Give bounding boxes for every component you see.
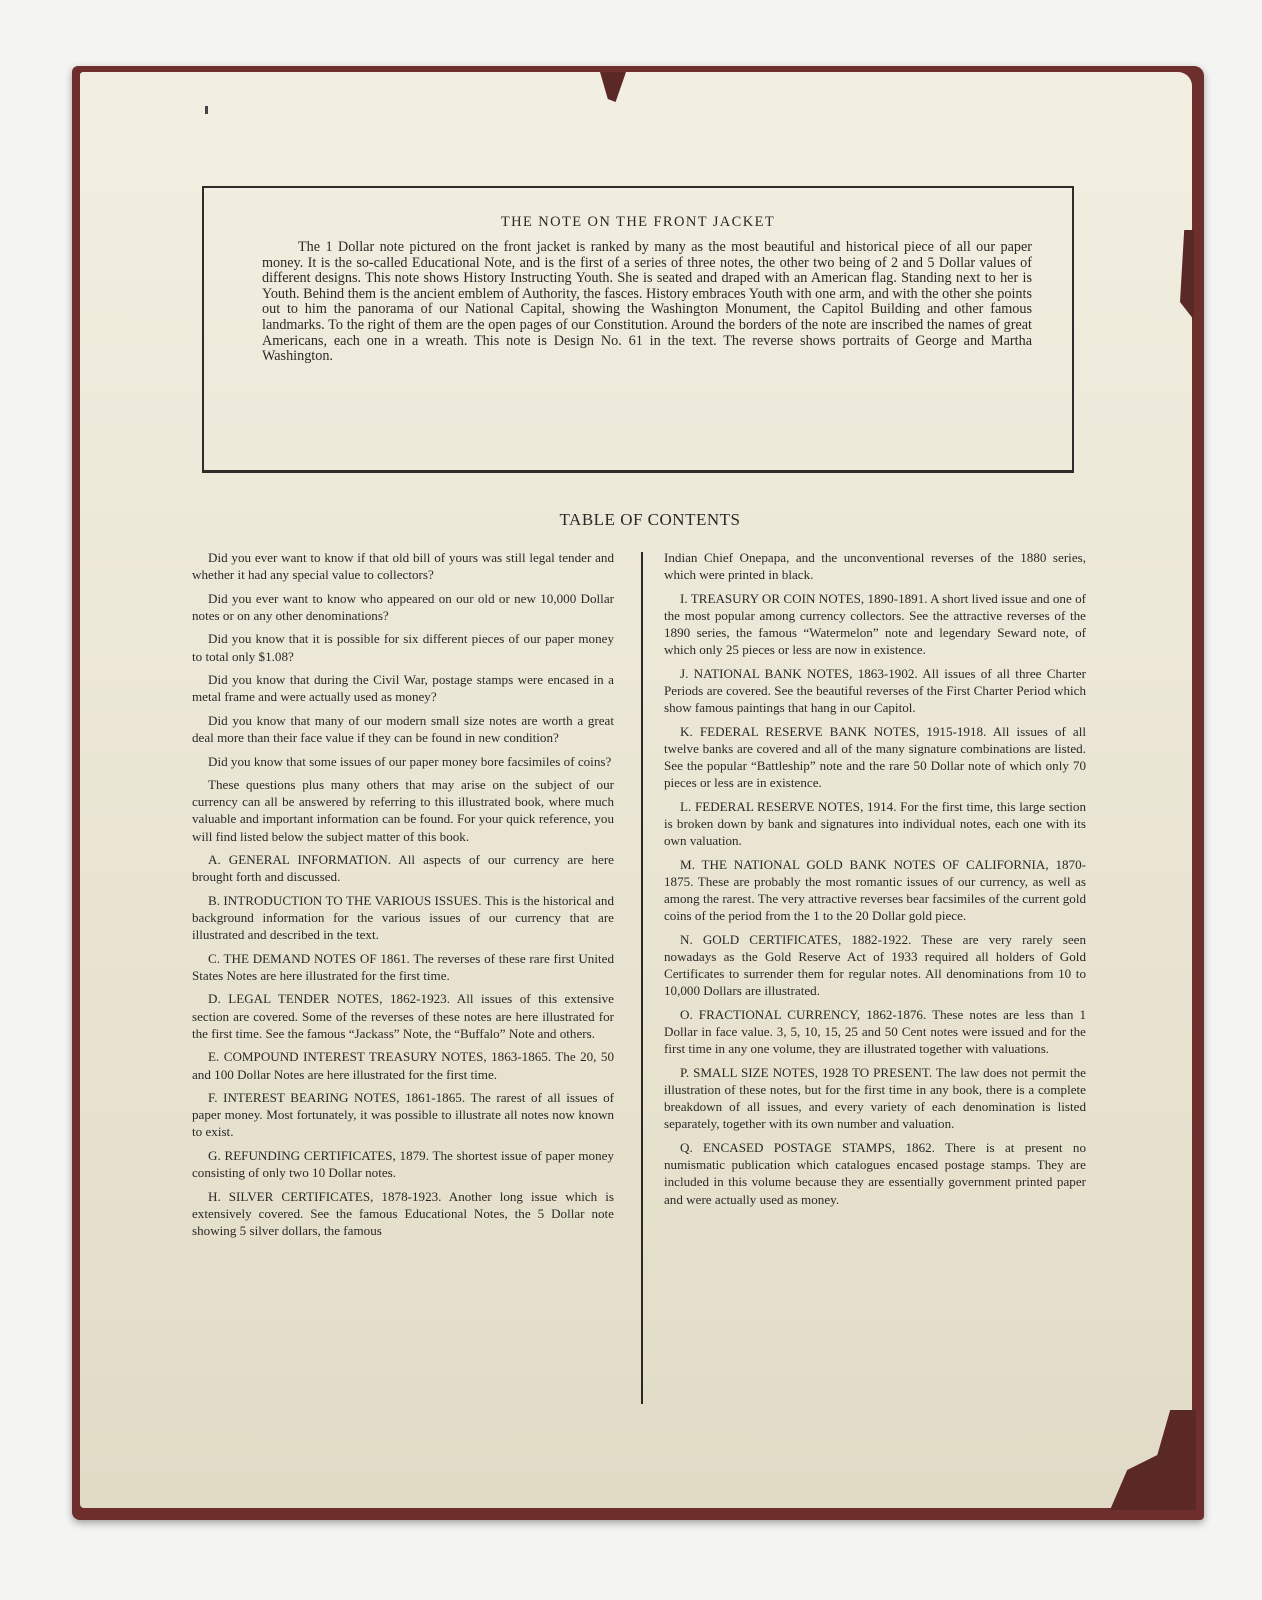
toc-entry-o: O. FRACTIONAL CURRENCY, 1862-1876. These notes are less than 1 Dollar in face value. 3, 5, 10, 15, 25 and 50 Cent notes were issued and for the first time in any one volume, they are illustrated together with valuations. — [664, 1006, 1086, 1057]
toc-entry-h-continued: Indian Chief Onepapa, and the unconventional reverses of the 1880 series, which were printed in black. — [664, 550, 1086, 583]
toc-entry-j: J. NATIONAL BANK NOTES, 1863-1902. All issues of all three Charter Periods are covered. See the beautiful reverses of the First Charter Period which show famous paintings that hang in our Capitol. — [664, 665, 1086, 716]
toc-entry-n: N. GOLD CERTIFICATES, 1882-1922. These are very rarely seen nowadays as the Gold Reserve Act of 1933 required all holders of Gold Certificates to surrender them for regular notes. All denominations from 10 to 10,000 Dollars are illustrated. — [664, 931, 1086, 999]
toc-title: TABLE OF CONTENTS — [559, 510, 741, 529]
toc-paragraph: Did you know that it is possible for six different pieces of our paper money to total only $1.08? — [192, 631, 614, 664]
toc-right-column — [664, 549, 1086, 1214]
toc-entry-g: G. REFUNDING CERTIFICATES, 1879. The shortest issue of paper money consisting of only two 10 Dollar notes. — [192, 1147, 614, 1181]
toc-paragraph: Did you know that during the Civil War, postage stamps were encased in a metal frame and were actually used as money? — [192, 672, 614, 705]
toc-paragraph: These questions plus many others that may arise on the subject of our currency can all be answered by referring to this illustrated book, where much valuable and important information can be found. For your quick reference, you will find listed below the subject matter of this book. — [192, 777, 614, 844]
toc-entry-d: D. LEGAL TENDER NOTES, 1862-1923. All issues of this extensive section are covered. Some of the reverses of these notes are here illustrated for the first time. See the famous “Jackass” Note, the “Buffalo” Note and others. — [192, 991, 614, 1041]
toc-entry-b: B. INTRODUCTION TO THE VARIOUS ISSUES. This is the historical and background information for the various issues of our currency that are illustrated and described in the text. — [192, 892, 614, 943]
toc-entry-k: K. FEDERAL RESERVE BANK NOTES, 1915-1918. All issues of all twelve banks are covered and all of the many signature combinations are listed. See the popular “Battleship” note and the rare 50 Dollar note of which only 70 pieces or less are in existence. — [664, 723, 1086, 791]
toc-entry-f: F. INTEREST BEARING NOTES, 1861-1865. The rarest of all issues of paper money. Most fortunately, it was possible to illustrate all notes now known to exist. — [192, 1090, 614, 1140]
toc-paragraph: Did you ever want to know if that old bill of yours was still legal tender and whether it had any special value to collectors? — [192, 550, 614, 583]
jacket-note-body: The 1 Dollar note pictured on the front jacket is ranked by many as the most beautiful and historical piece of all our paper money. It is the so-called Educational Note, and is the first of a series of three notes, the other two being of 2 and 5 Dollar values of different designs. This note shows History Instructing Youth. She is seated and draped with an American flag. Standing next to her is Youth. Behind them is the ancient emblem of Authority, the fasces. History embraces Youth with one arm, and with the other she points out to him the panorama of our National Capital, showing the Washington Monument, the Capitol Building and other famous landmarks. To the right of them are the open pages of our Constitution. Around the borders of the note are inscribed the names of great Americans, each one in a wreath. This note is Design No. 61 in the text. The reverse shows portraits of George and Martha Washington. — [262, 239, 1032, 365]
jacket-note-title: THE NOTE ON THE FRONT JACKET — [500, 214, 776, 230]
ink-mark — [205, 106, 208, 114]
toc-entry-c: C. THE DEMAND NOTES OF 1861. The reverses of these rare first United States Notes are here illustrated for the first time. — [192, 950, 614, 983]
toc-entry-q: Q. ENCASED POSTAGE STAMPS, 1862. There is at present no numismatic publication which catalogues encased postage stamps. They are included in this volume because they are essentially government printed paper and were actually used as money. — [664, 1139, 1086, 1207]
toc-left-column — [192, 549, 614, 1246]
toc-entry-i: I. TREASURY OR COIN NOTES, 1890-1891. A short lived issue and one of the most popular among currency collectors. See the attractive reverses of the 1890 series, the famous “Watermelon” note and legendary Seward note, of which only 25 pieces or less are now in existence. — [664, 590, 1086, 658]
toc-entry-h: H. SILVER CERTIFICATES, 1878-1923. Another long issue which is extensively covered. See the famous Educational Notes, the 5 Dollar note showing 5 silver dollars, the famous — [192, 1188, 614, 1239]
toc-paragraph: Did you know that some issues of our paper money bore facsimiles of coins? — [208, 753, 612, 769]
toc-entry-p: P. SMALL SIZE NOTES, 1928 TO PRESENT. The law does not permit the illustration of these notes, but for the first time in any book, there is a complete breakdown of all issues, and every variety of each denomination is listed separately, together with its own number and valuation. — [664, 1064, 1086, 1132]
toc-paragraph: Did you know that many of our modern small size notes are worth a great deal more than their face value if they can be found in new condition? — [192, 712, 614, 746]
column-divider — [641, 552, 643, 1404]
toc-entry-m: M. THE NATIONAL GOLD BANK NOTES OF CALIFORNIA, 1870-1875. These are probably the most romantic issues of our currency, as well as among the rarest. The very attractive reverses bear facsimiles of the current gold coins of the period from the 1 to the 20 Dollar gold piece. — [664, 856, 1086, 924]
toc-entry-a: A. GENERAL INFORMATION. All aspects of our currency are here brought forth and discussed. — [192, 852, 614, 885]
jacket-note-box — [202, 186, 1074, 473]
toc-paragraph: Did you ever want to know who appeared on our old or new 10,000 Dollar notes or on any other denominations? — [192, 590, 614, 623]
toc-entry-e: E. COMPOUND INTEREST TREASURY NOTES, 1863-1865. The 20, 50 and 100 Dollar Notes are here illustrated for the first time. — [192, 1049, 614, 1082]
toc-entry-l: L. FEDERAL RESERVE NOTES, 1914. For the first time, this large section is broken down by bank and signatures into individual notes, each one with its own valuation. — [664, 798, 1086, 849]
